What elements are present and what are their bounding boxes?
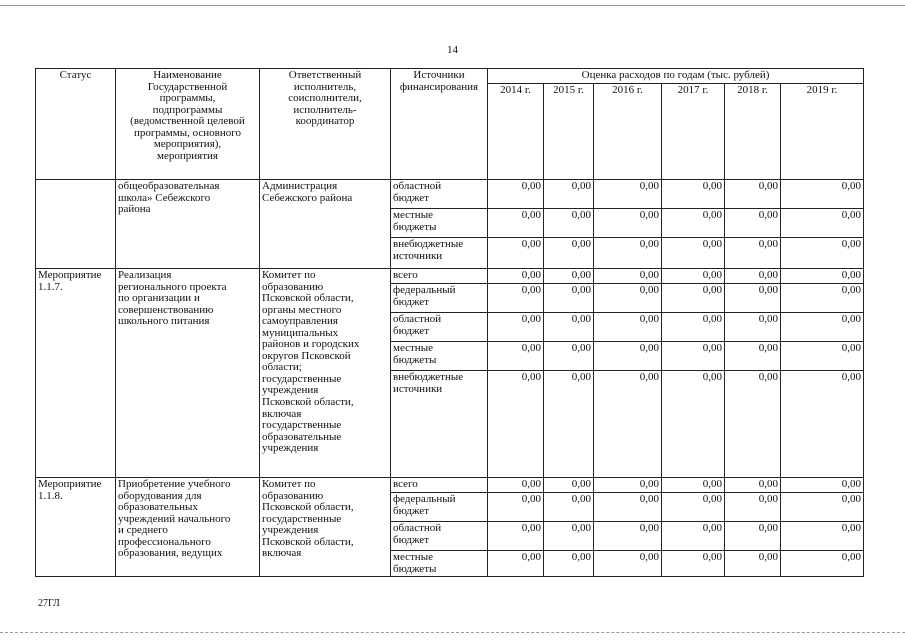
source-cell: всего	[391, 269, 488, 284]
value-cell: 0,00	[594, 209, 662, 238]
activity-name-cell: общеобразовательная школа» Себежского района	[116, 180, 260, 269]
value-cell: 0,00	[662, 269, 725, 284]
value-cell: 0,00	[725, 551, 781, 577]
value-cell: 0,00	[544, 522, 594, 551]
source-cell: федеральный бюджет	[391, 493, 488, 522]
value-cell: 0,00	[488, 478, 544, 493]
value-cell: 0,00	[488, 284, 544, 313]
header-status: Статус	[36, 69, 116, 180]
status-cell	[36, 180, 116, 269]
value-cell: 0,00	[594, 342, 662, 371]
source-cell: внебюджетные источники	[391, 238, 488, 269]
value-cell: 0,00	[781, 522, 864, 551]
value-cell: 0,00	[725, 238, 781, 269]
value-cell: 0,00	[544, 478, 594, 493]
value-cell: 0,00	[544, 284, 594, 313]
value-cell: 0,00	[662, 313, 725, 342]
value-cell: 0,00	[662, 238, 725, 269]
value-cell: 0,00	[662, 493, 725, 522]
source-cell: областной бюджет	[391, 313, 488, 342]
value-cell: 0,00	[725, 522, 781, 551]
value-cell: 0,00	[662, 551, 725, 577]
activity-name-cell: Реализация регионального проекта по организации и совершенствованию школьного питания	[116, 269, 260, 478]
value-cell: 0,00	[544, 551, 594, 577]
value-cell: 0,00	[594, 493, 662, 522]
source-cell: местные бюджеты	[391, 342, 488, 371]
value-cell: 0,00	[781, 180, 864, 209]
source-cell: всего	[391, 478, 488, 493]
value-cell: 0,00	[544, 313, 594, 342]
header-expenses: Оценка расходов по годам (тыс. рублей)	[488, 69, 864, 84]
page-number: 14	[447, 44, 458, 56]
responsible-cell: Комитет по образованию Псковской области, государственные учреждения Псковской области, включая	[260, 478, 391, 577]
value-cell: 0,00	[662, 180, 725, 209]
value-cell: 0,00	[488, 313, 544, 342]
header-row	[36, 69, 864, 84]
source-cell: федеральный бюджет	[391, 284, 488, 313]
value-cell: 0,00	[544, 238, 594, 269]
source-cell: местные бюджеты	[391, 551, 488, 577]
header-year: 2019 г.	[781, 84, 864, 180]
value-cell: 0,00	[781, 342, 864, 371]
value-cell: 0,00	[488, 551, 544, 577]
responsible-cell: Комитет по образованию Псковской области, органы местного самоуправления муниципальных районов и городских округов Псковской области; государственные учреждения Псковской области, включая государственные образовательные учреждения	[260, 269, 391, 478]
source-cell: внебюджетные источники	[391, 371, 488, 478]
value-cell: 0,00	[594, 478, 662, 493]
table-row	[36, 478, 864, 493]
header-responsible: Ответственный исполнитель, соисполнители, исполнитель- координатор	[260, 69, 391, 180]
value-cell: 0,00	[725, 209, 781, 238]
header-year: 2016 г.	[594, 84, 662, 180]
header-year: 2014 г.	[488, 84, 544, 180]
value-cell: 0,00	[781, 313, 864, 342]
value-cell: 0,00	[488, 238, 544, 269]
responsible-cell: Администрация Себежского района	[260, 180, 391, 269]
value-cell: 0,00	[488, 493, 544, 522]
value-cell: 0,00	[781, 371, 864, 478]
value-cell: 0,00	[781, 478, 864, 493]
value-cell: 0,00	[781, 284, 864, 313]
value-cell: 0,00	[725, 180, 781, 209]
value-cell: 0,00	[544, 209, 594, 238]
header-program-name: Наименование Государственной программы, подпрограммы (ведомственной целевой программы, основного мероприятия), мероприятия	[116, 69, 260, 180]
value-cell: 0,00	[662, 209, 725, 238]
status-cell: Мероприятие 1.1.8.	[36, 478, 116, 577]
value-cell: 0,00	[781, 551, 864, 577]
value-cell: 0,00	[725, 269, 781, 284]
scan-top-edge	[0, 5, 905, 6]
value-cell: 0,00	[594, 238, 662, 269]
value-cell: 0,00	[662, 342, 725, 371]
value-cell: 0,00	[544, 493, 594, 522]
table-row	[36, 269, 864, 284]
value-cell: 0,00	[662, 478, 725, 493]
header-year: 2015 г.	[544, 84, 594, 180]
value-cell: 0,00	[544, 342, 594, 371]
value-cell: 0,00	[725, 493, 781, 522]
value-cell: 0,00	[725, 284, 781, 313]
source-cell: областной бюджет	[391, 522, 488, 551]
activity-name-cell: Приобретение учебного оборудования для образовательных учреждений начального и среднего профессионального образования, ведущих	[116, 478, 260, 577]
value-cell: 0,00	[662, 284, 725, 313]
header-sources: Источники финансирования	[391, 69, 488, 180]
value-cell: 0,00	[662, 522, 725, 551]
header-year: 2017 г.	[662, 84, 725, 180]
status-cell: Мероприятие 1.1.7.	[36, 269, 116, 478]
source-cell: областной бюджет	[391, 180, 488, 209]
value-cell: 0,00	[594, 180, 662, 209]
value-cell: 0,00	[594, 551, 662, 577]
value-cell: 0,00	[544, 269, 594, 284]
value-cell: 0,00	[725, 371, 781, 478]
value-cell: 0,00	[725, 478, 781, 493]
value-cell: 0,00	[781, 209, 864, 238]
scan-bottom-edge	[0, 632, 905, 633]
value-cell: 0,00	[488, 371, 544, 478]
value-cell: 0,00	[594, 522, 662, 551]
value-cell: 0,00	[594, 371, 662, 478]
value-cell: 0,00	[488, 209, 544, 238]
value-cell: 0,00	[488, 342, 544, 371]
value-cell: 0,00	[544, 180, 594, 209]
value-cell: 0,00	[781, 269, 864, 284]
value-cell: 0,00	[594, 269, 662, 284]
value-cell: 0,00	[781, 238, 864, 269]
document-code: 27ГЛ	[38, 598, 60, 609]
value-cell: 0,00	[594, 284, 662, 313]
budget-table	[35, 68, 864, 577]
value-cell: 0,00	[488, 269, 544, 284]
value-cell: 0,00	[725, 313, 781, 342]
source-cell: местные бюджеты	[391, 209, 488, 238]
table-row	[36, 180, 864, 209]
value-cell: 0,00	[781, 493, 864, 522]
value-cell: 0,00	[725, 342, 781, 371]
value-cell: 0,00	[544, 371, 594, 478]
value-cell: 0,00	[662, 371, 725, 478]
value-cell: 0,00	[594, 313, 662, 342]
header-year: 2018 г.	[725, 84, 781, 180]
value-cell: 0,00	[488, 522, 544, 551]
value-cell: 0,00	[488, 180, 544, 209]
